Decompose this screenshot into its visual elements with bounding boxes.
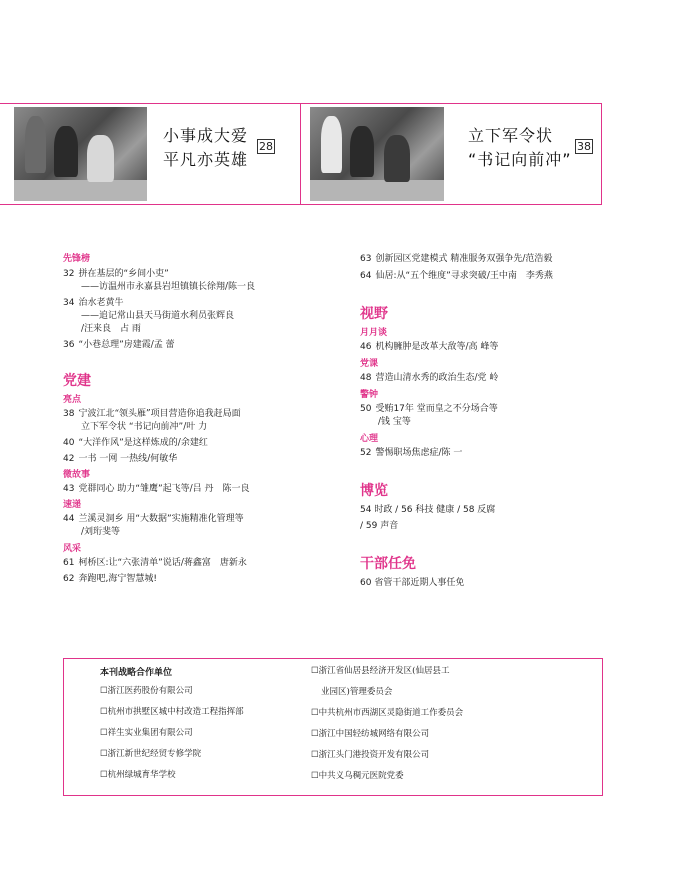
feature-2-page: 38 bbox=[577, 140, 591, 153]
subsection-weigushi: 微故事 bbox=[63, 470, 91, 480]
toc-entry[interactable]: 61 柯桥区:让“六张清单”说话/蒋鑫富 唐新永 bbox=[63, 558, 247, 568]
partner-item: ☐浙江中国轻纺城网络有限公司 bbox=[311, 729, 430, 739]
toc-entry[interactable]: 36 “小巷总理”房建霞/孟 蕾 bbox=[63, 340, 175, 350]
partner-item: ☐浙江医药股份有限公司 bbox=[100, 686, 193, 696]
partner-item: ☐浙江头门港投资开发有限公司 bbox=[311, 750, 430, 760]
section-xianfeng: 先锋榜 bbox=[63, 254, 91, 264]
subsection-jingzhong: 警钟 bbox=[360, 390, 379, 400]
toc-entry[interactable]: 40 “大洋作风”是这样炼成的/余建红 bbox=[63, 438, 208, 448]
feature-1-page: 28 bbox=[259, 140, 273, 153]
partner-item: ☐杭州绿城育华学校 bbox=[100, 770, 176, 780]
subsection-fengcai: 风采 bbox=[63, 544, 82, 554]
toc-entry-author: /刘珩斐等 bbox=[81, 527, 121, 537]
right-column bbox=[360, 253, 600, 590]
partner-item: ☐浙江新世纪经贸专修学院 bbox=[100, 749, 202, 759]
toc-entry[interactable]: 38 宁波江北“领头雁”项目营造你追我赶局面 bbox=[63, 409, 241, 419]
partners-right-list bbox=[311, 665, 463, 782]
toc-entry[interactable]: / 59 声音 bbox=[360, 521, 399, 531]
feature-band bbox=[0, 103, 602, 205]
toc-entry[interactable]: 43 党群同心 助力“雏鹰”起飞等/吕 丹 陈一良 bbox=[63, 484, 250, 494]
subsection-sudi: 速递 bbox=[63, 500, 82, 510]
toc-entry-sub: ——追记常山县天马街道水利员张辉良 bbox=[81, 311, 235, 321]
toc-entry[interactable]: 48 营造山清水秀的政治生态/党 岭 bbox=[360, 373, 499, 383]
feature-1[interactable] bbox=[163, 124, 248, 172]
partner-item: ☐中共杭州市西湖区灵隐街道工作委员会 bbox=[311, 708, 464, 718]
toc-entry[interactable]: 46 机构臃肿是改革大敌等/高 峰等 bbox=[360, 342, 499, 352]
section-renmian: 干部任免 bbox=[360, 556, 416, 572]
subsection-dangke: 党课 bbox=[360, 359, 379, 369]
partners-left-list bbox=[100, 685, 244, 781]
feature-2[interactable] bbox=[468, 124, 572, 172]
partner-item: ☐浙江省仙居县经济开发区(仙居县工 bbox=[311, 666, 450, 676]
toc-entry[interactable]: 64 仙居:从“五个维度”寻求突破/王中南 李秀燕 bbox=[360, 271, 553, 281]
subsection-xinli: 心理 bbox=[360, 434, 379, 444]
feature-divider bbox=[300, 104, 301, 204]
subsection-yueyuetan: 月月谈 bbox=[360, 328, 388, 338]
feature-photo-1 bbox=[14, 107, 147, 201]
subsection-liangdian: 亮点 bbox=[63, 395, 82, 405]
toc-entry[interactable]: 63 创新园区党建模式 精准服务双强争先/范浩毅 bbox=[360, 254, 553, 264]
partner-item: ☐祥生实业集团有限公司 bbox=[100, 728, 193, 738]
toc-entry[interactable]: 42 一书 一网 一热线/何敏华 bbox=[63, 454, 178, 464]
feature-1-title-line1: 小事成大爱 bbox=[163, 126, 249, 145]
left-column bbox=[63, 253, 348, 586]
toc-entry-author: /钱 宝等 bbox=[378, 417, 411, 427]
partner-item-cont: 业园区)管理委员会 bbox=[321, 687, 393, 697]
toc-entry-sub: 立下军令状 “书记向前冲”/叶 力 bbox=[81, 422, 208, 432]
toc-entry[interactable]: 62 奔跑吧,海宁智慧城! bbox=[63, 574, 157, 584]
section-shiye: 视野 bbox=[360, 306, 388, 322]
partner-item: ☐杭州市拱墅区城中村改造工程指挥部 bbox=[100, 707, 244, 717]
feature-2-title-line2: “书记向前冲” bbox=[468, 150, 572, 169]
toc-entry[interactable]: 52 警惕职场焦虑症/陈 一 bbox=[360, 448, 463, 458]
section-bolan: 博览 bbox=[360, 483, 388, 499]
toc-entry[interactable]: 44 兰溪灵洞乡 用“大数据”实施精准化管理等 bbox=[63, 514, 244, 524]
toc-entry[interactable]: 60 省管干部近期人事任免 bbox=[360, 578, 465, 588]
partners-title: 本刊战略合作单位 bbox=[100, 668, 173, 678]
partner-item: ☐中共义乌稠元医院党委 bbox=[311, 771, 404, 781]
partners-box bbox=[63, 658, 603, 796]
section-dangjian: 党建 bbox=[63, 373, 91, 389]
toc-entry[interactable]: 32 拼在基层的“乡间小吏” bbox=[63, 269, 169, 279]
toc-entry-author: /汪来良 占 雨 bbox=[81, 324, 141, 334]
toc-entry[interactable]: 34 治水老黄牛 bbox=[63, 298, 124, 308]
toc-entry-sub: ——访温州市永嘉县岩坦镇镇长徐翔/陈一良 bbox=[81, 282, 256, 292]
toc-entry[interactable]: 50 受贿17年 堂而皇之不分场合等 bbox=[360, 404, 498, 414]
feature-2-title-line1: 立下军令状 bbox=[468, 126, 554, 145]
toc-entry[interactable]: 54 时政 / 56 科技 健康 / 58 反腐 bbox=[360, 505, 496, 515]
feature-1-title-line2: 平凡亦英雄 bbox=[163, 150, 249, 169]
feature-photo-2 bbox=[310, 107, 444, 201]
